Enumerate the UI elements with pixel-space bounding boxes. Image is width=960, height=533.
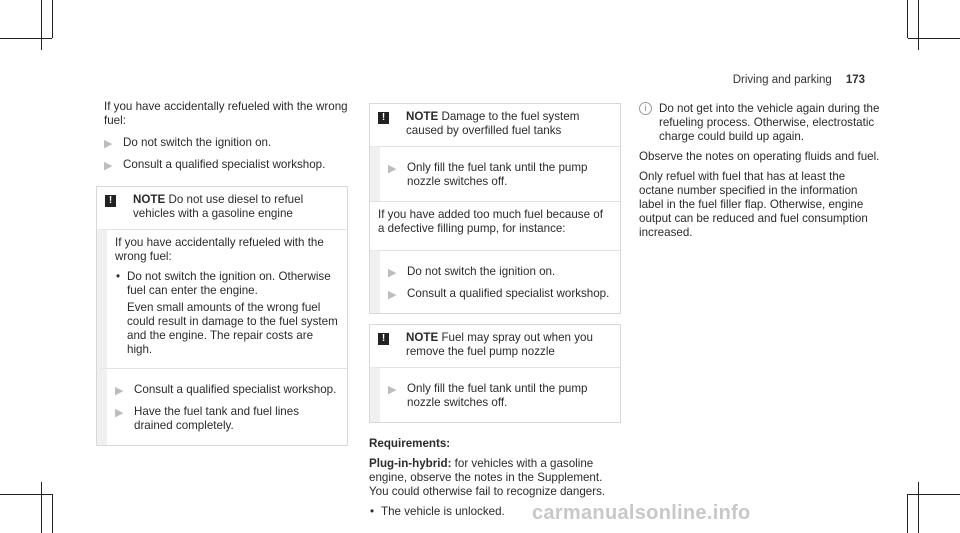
step-item [104,158,348,172]
step-text: Only fill the fuel tank until the pump nozzle switches off. [407,161,588,188]
note-title: Fuel may spray out when you remove the fuel pump nozzle [406,331,593,358]
step-text: Do not switch the ignition on. [123,136,272,149]
note-steps [97,368,347,445]
step-text: Have the fuel tank and fuel lines drained completely. [134,405,299,432]
bullet-detail: Even small amounts of the wrong fuel could result in damage to the fuel system and the engine. The repair costs are high. [127,301,338,356]
crop-mark [41,482,42,533]
step-item [388,265,612,279]
bullet-text: Do not switch the ignition on. Otherwise fuel can enter the engine. [127,270,331,297]
arrow-right-icon: ▶ [388,384,397,396]
step-text: Consult a qualified specialist workshop. [134,383,337,396]
arrow-right-icon: ▶ [115,385,124,397]
crop-mark [52,0,53,38]
arrow-right-icon: ▶ [104,160,113,172]
column-middle [369,103,621,519]
step-text: Do not switch the ignition on. [407,265,556,278]
column-right [617,102,882,246]
note-box [369,103,621,314]
requirements-lead: Plug-in-hybrid: [369,457,452,470]
note-label: NOTE [406,110,439,123]
bullet-item [115,270,339,298]
crop-mark [0,38,52,39]
arrow-right-icon: ▶ [388,267,397,279]
step-item [388,382,612,410]
requirements-text [369,457,621,499]
info-note [639,102,882,144]
arrow-right-icon: ▶ [115,407,124,419]
step-item [115,383,339,397]
note-steps [370,250,620,313]
step-text: Consult a qualified specialist workshop. [123,158,326,171]
crop-mark [918,0,919,50]
note-body-text: If you have accidentally refueled with the wrong fuel: [115,236,324,263]
paragraph: Only refuel with fuel that has at least the octane number specified in the information label in the fuel filler flap. Otherwise, engine output can be reduced and fuel consumption increased. [639,170,868,239]
warning-icon: ! [105,195,116,207]
arrow-right-icon: ▶ [388,163,397,175]
crop-mark [907,0,908,38]
watermark: carmanualsonline.info [532,502,751,524]
arrow-right-icon: ▶ [104,138,113,150]
note-heading [370,325,620,367]
column-left [96,100,348,446]
warning-icon: ! [378,333,389,345]
note-label: NOTE [406,331,439,344]
crop-mark [907,494,908,533]
info-text: Do not get into the vehicle again during the refueling process. Otherwise, electrostatic charge could build up again. [659,102,880,143]
step-item [115,405,339,433]
intro-text: If you have accidentally refueled with the wrong fuel: [104,100,348,127]
crop-mark [918,482,919,533]
note-title: Damage to the fuel system caused by overfilled fuel tanks [406,110,580,137]
arrow-right-icon: ▶ [388,289,397,301]
paragraph: Observe the notes on operating fluids and fuel. [639,150,880,163]
crop-mark [908,494,960,495]
requirements-body: for vehicles with a gasoline engine, observe the notes in the Supplement. You could otherwise fail to recognize dangers. [369,457,606,498]
note-step [370,367,620,422]
note-heading [97,187,347,229]
page-number: 173 [845,74,865,86]
warning-icon: ! [378,112,389,124]
step-item [104,136,348,150]
requirements-heading: Requirements: [369,437,451,450]
bullet-icon: • [370,505,375,518]
step-text: Only fill the fuel tank until the pump nozzle switches off. [407,382,588,409]
step-item [388,161,612,189]
page-header [733,73,865,87]
info-icon: i [639,102,652,115]
section-title: Driving and parking [732,74,832,86]
step-text: Consult a qualified specialist workshop. [407,287,610,300]
note-body-text: If you have added too much fuel because of a defective filling pump, for instance: [378,208,603,235]
crop-mark [0,494,52,495]
step-item [388,287,612,301]
bullet-text: The vehicle is unlocked. [381,505,505,518]
note-step [370,146,620,201]
note-heading [370,104,620,146]
note-box [96,186,348,446]
note-body [97,229,347,368]
crop-mark [41,0,42,50]
crop-mark [908,38,960,39]
bullet-icon: • [116,270,121,283]
note-body [370,201,620,250]
crop-mark [52,494,53,533]
note-title: Do not use diesel to refuel vehicles with a gasoline engine [133,193,304,220]
note-label: NOTE [133,193,166,206]
note-box [369,324,621,423]
